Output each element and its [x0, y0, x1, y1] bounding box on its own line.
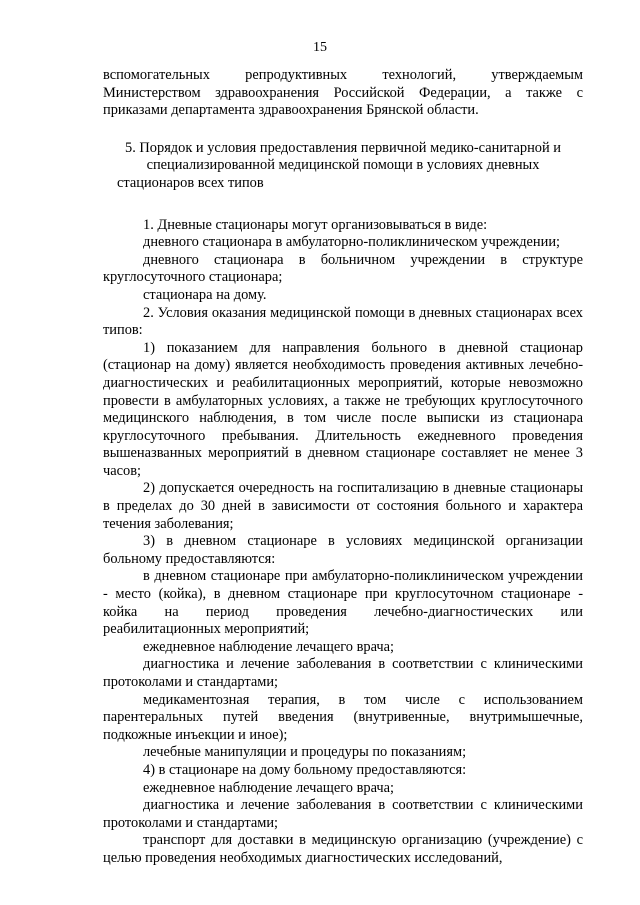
paragraph-subitem-3: 3) в дневном стационаре в условиях медицинской организации больному предоставляются: — [103, 533, 583, 567]
paragraph-therapy: медикаментозная терапия, в том числе с использованием парентеральных путей введения (внутривенные, внутримышечные, подкожные инъекции и иное); — [103, 691, 583, 743]
paragraph-home-diagnostics: диагностика и лечение заболевания в соответствии с клиническими протоколами и стандартами; — [103, 797, 583, 831]
page-number: 15 — [313, 40, 327, 55]
paragraph-subitem-1: 1) показанием для направления больного в дневной стационар (стационар на дому) является необходимость проведения активных лечебно-диагностических и реабилитационных мероприятий, которые невозможно провести в амбулаторных условиях, а также не требующих круглосуточного медицинского наблюдения, в том числе после выписки из стационара круглосуточного пребывания. Длительность ежедневного проведения вышеназванных мероприятий в дневном стационаре составляет не менее 3 часов; — [103, 339, 583, 479]
paragraph-item-2: 2. Условия оказания медицинской помощи в дневных стационарах всех типов: — [103, 304, 583, 339]
paragraph-hospital: дневного стационара в больничном учреждении в структуре круглосуточного стационара; — [103, 251, 583, 286]
paragraph-item-1: 1. Дневные стационары могут организовываться в виде: — [143, 216, 488, 233]
paragraph-diagnostics: диагностика и лечение заболевания в соответствии с клиническими протоколами и стандартами; — [103, 656, 583, 690]
paragraph-procedures: лечебные манипуляции и процедуры по показаниям; — [143, 744, 467, 761]
paragraph-continuation: вспомогательных репродуктивных технологий, утверждаемым Министерством здравоохранения Российской Федерации, а также с приказами департамента здравоохранения Брянской области. — [103, 67, 583, 119]
paragraph-subitem-2: 2) допускается очередность на госпитализацию в дневные стационары в пределах до 30 дней в зависимости от состояния больного и характера течения заболевания; — [103, 480, 583, 532]
paragraph-ambulatory: дневного стационара в амбулаторно-поликлиническом учреждении; — [143, 234, 561, 251]
section-heading: 5. Порядок и условия предоставления первичной медико-санитарной и специализированной медицинской помощи в условиях дневных стационаров всех типов — [117, 139, 561, 191]
paragraph-observation: ежедневное наблюдение лечащего врача; — [143, 638, 395, 655]
paragraph-transport: транспорт для доставки в медицинскую организацию (учреждение) с целью проведения необходимых диагностических исследований, — [103, 832, 583, 866]
paragraph-home: стационара на дому. — [143, 286, 267, 303]
document-body — [103, 67, 583, 868]
paragraph-bed: в дневном стационаре при амбулаторно-поликлиническом учреждении - место (койка), в дневном стационаре при круглосуточном стационаре - койка на период проведения лечебно-диагностических или реабилитационных мероприятий; — [103, 568, 583, 638]
paragraph-subitem-4: 4) в стационаре на дому больному предоставляются: — [143, 761, 467, 778]
paragraph-home-observation: ежедневное наблюдение лечащего врача; — [143, 779, 395, 796]
